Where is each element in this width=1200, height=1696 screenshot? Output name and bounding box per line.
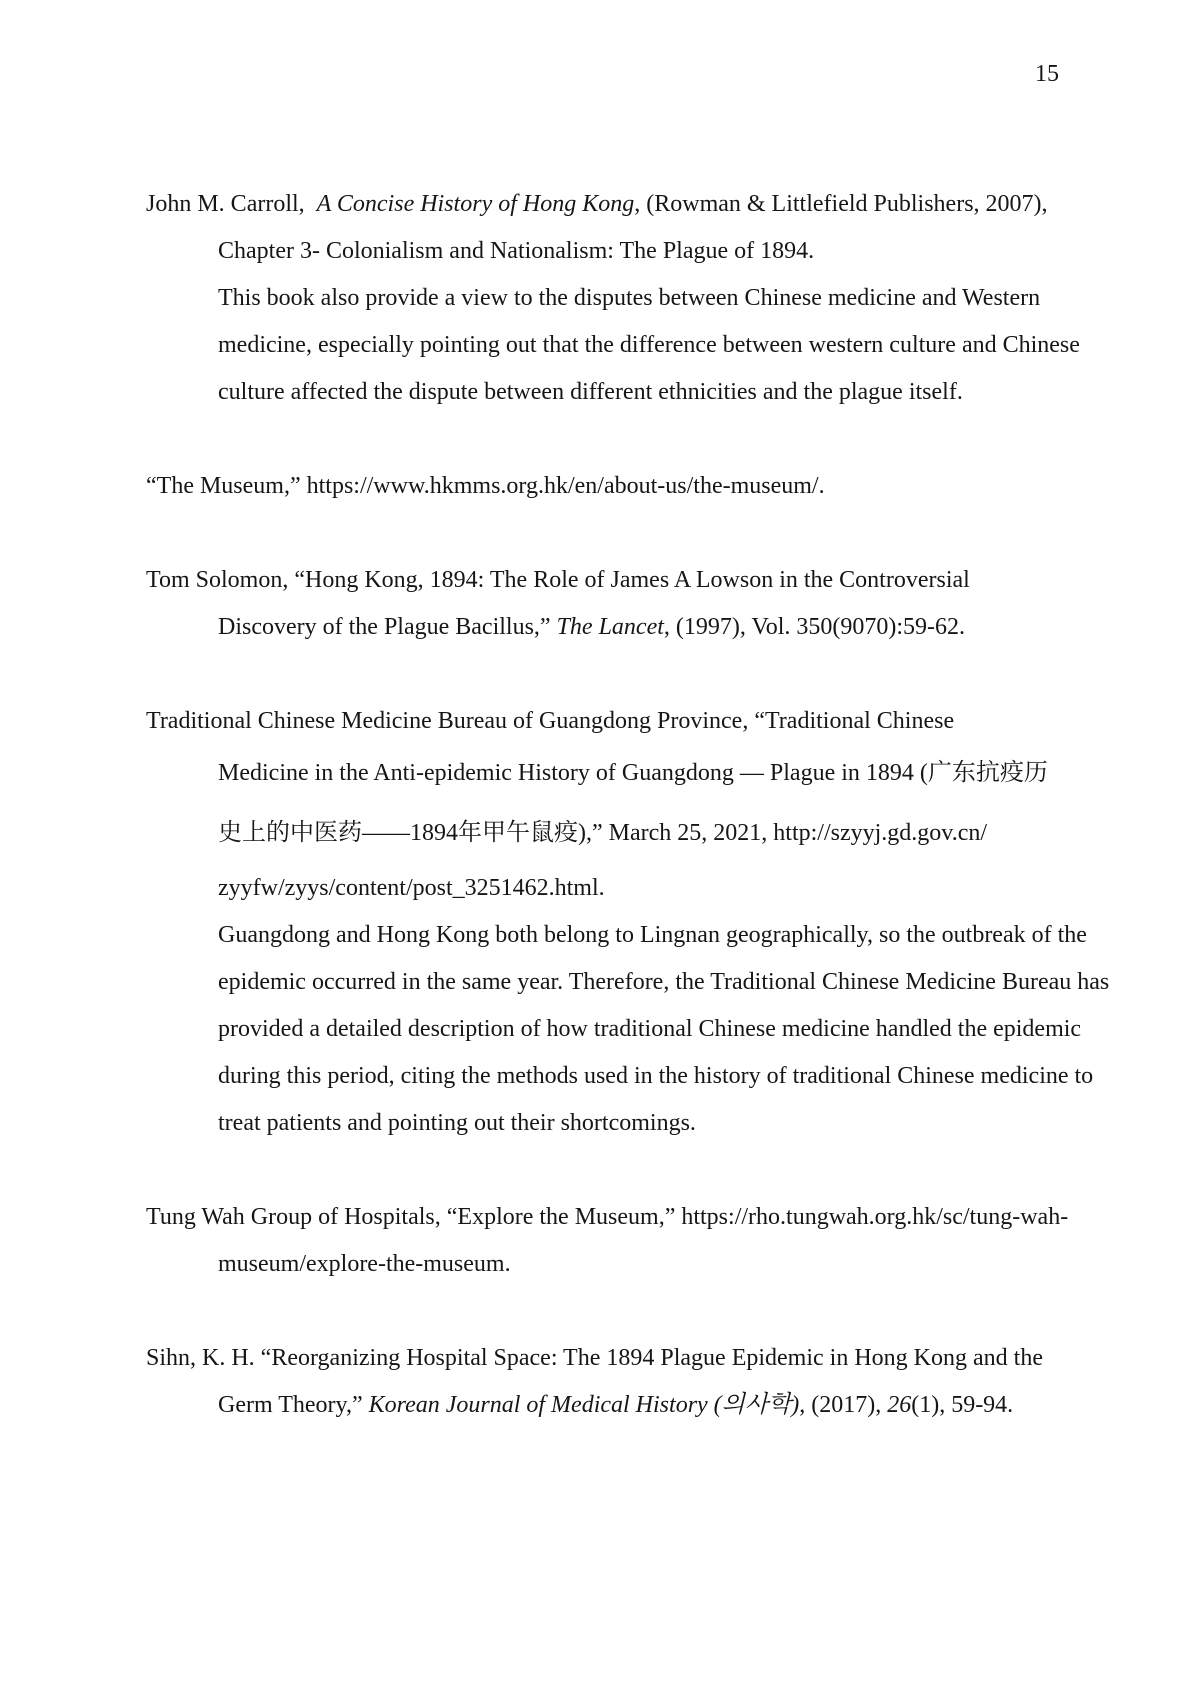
- text-run: museum/explore-the-museum.: [218, 1251, 511, 1277]
- bibliography-line: [146, 228, 1076, 275]
- text-run: Tom Solomon, “Hong Kong, 1894: The Role of James A Lowson in the Controversial: [146, 567, 970, 593]
- bibliography-line: [146, 801, 1076, 865]
- bibliography-line: [146, 322, 1080, 369]
- bibliography-line: [146, 1382, 1076, 1429]
- text-run: This book also provide a view to the disputes between Chinese medicine and Western: [218, 285, 1041, 311]
- bibliography-line: [146, 369, 1076, 416]
- bibliography-line: [146, 275, 1076, 322]
- text-run: Tung Wah Group of Hospitals, “Explore the Museum,” https://rho.tungwah.org.hk/sc/tung-wah-: [146, 1204, 1069, 1230]
- bibliography-entry: [146, 463, 1076, 510]
- bibliography-entry: [146, 557, 1076, 651]
- bibliography-line: [146, 1100, 1076, 1147]
- bibliography-line: [146, 181, 1076, 228]
- text-run: medicine, especially pointing out that the difference between western culture and Chinese: [218, 332, 1080, 358]
- text-run: Guangdong and Hong Kong both belong to Lingnan geographically, so the outbreak of the: [218, 922, 1087, 948]
- text-run: Germ Theory,”: [218, 1392, 369, 1418]
- text-run: treat patients and pointing out their shortcomings.: [218, 1110, 696, 1136]
- bibliography-line: [146, 604, 1076, 651]
- bibliography-entry: [146, 698, 1110, 1147]
- text-run: , (1997), Vol. 350(9070):59-62.: [663, 614, 966, 640]
- bibliography-line: [146, 959, 1110, 1006]
- bibliography-line: [146, 1335, 1076, 1382]
- text-run: John M. Carroll,: [146, 191, 317, 217]
- text-run: Korean Journal of Medical History (의사학): [368, 1392, 800, 1418]
- text-run: Medicine in the Anti-epidemic History of Guangdong — Plague in 1894 (广东抗疫历: [218, 760, 1048, 786]
- text-run: “The Museum,” https://www.hkmms.org.hk/en/about-us/the-museum/.: [146, 473, 825, 499]
- text-run: , (Rowman & Littlefield Publishers, 2007),: [634, 191, 1048, 217]
- text-run: Sihn, K. H. “Reorganizing Hospital Space: The 1894 Plague Epidemic in Hong Kong and the: [146, 1345, 1043, 1371]
- bibliography-entry: [146, 181, 1080, 416]
- bibliography-line: [146, 865, 1076, 912]
- bibliography: [146, 181, 1110, 1429]
- page-number: 15: [1035, 61, 1059, 87]
- bibliography-entry: [146, 1194, 1076, 1288]
- text-run: epidemic occurred in the same year. Therefore, the Traditional Chinese Medicine Bureau has: [218, 969, 1110, 995]
- bibliography-line: [146, 1053, 1094, 1100]
- bibliography-line: [146, 463, 1076, 510]
- bibliography-line: [146, 1006, 1082, 1053]
- text-run: culture affected the dispute between different ethnicities and the plague itself.: [218, 379, 963, 405]
- bibliography-line: [146, 745, 1076, 801]
- text-run: provided a detailed description of how traditional Chinese medicine handled the epidemic: [218, 1016, 1082, 1042]
- bibliography-line: [146, 557, 1076, 604]
- bibliography-line: [146, 698, 1076, 745]
- text-run: during this period, citing the methods used in the history of traditional Chinese medicine to: [218, 1063, 1094, 1089]
- bibliography-line: [146, 912, 1087, 959]
- text-run: , (2017),: [799, 1392, 888, 1418]
- bibliography-line: [146, 1241, 1076, 1288]
- text-run: Traditional Chinese Medicine Bureau of Guangdong Province, “Traditional Chinese: [146, 708, 955, 734]
- text-run: Chapter 3- Colonialism and Nationalism: The Plague of 1894.: [218, 238, 815, 264]
- text-run: The Lancet: [556, 614, 664, 640]
- text-run: (1), 59-94.: [911, 1392, 1014, 1418]
- text-run: Discovery of the Plague Bacillus,”: [218, 614, 557, 640]
- text-run: 26: [887, 1392, 912, 1418]
- text-run: zyyfw/zyys/content/post_3251462.html.: [218, 875, 605, 901]
- bibliography-line: [146, 1194, 1076, 1241]
- bibliography-entry: [146, 1335, 1076, 1429]
- text-run: 史上的中医药——1894年甲午鼠疫),” March 25, 2021, http://szyyj.gd.gov.cn/: [218, 820, 988, 846]
- text-run: A Concise History of Hong Kong: [316, 191, 635, 217]
